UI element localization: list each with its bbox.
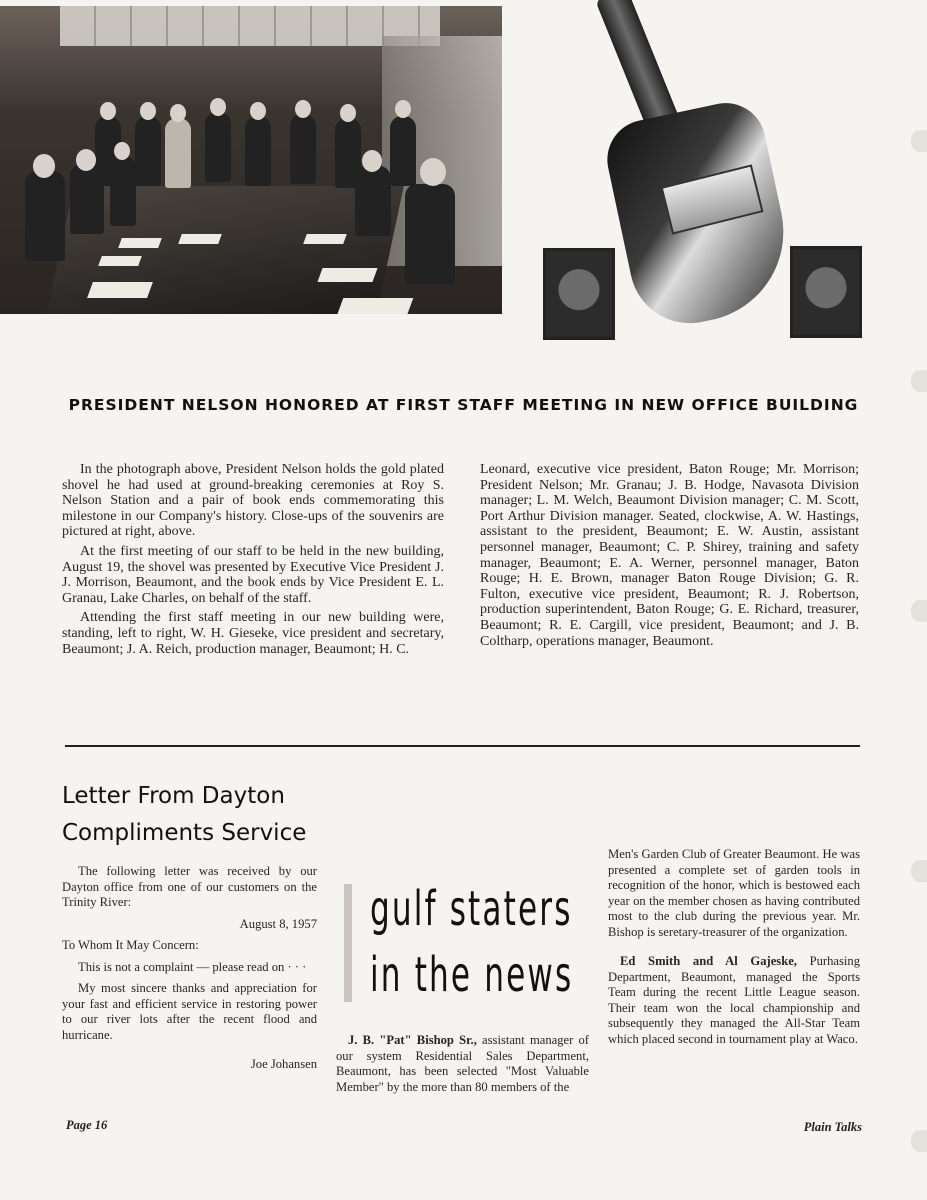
article-column-right (480, 462, 859, 653)
news-bar (344, 884, 352, 1002)
staff-meeting-photo (0, 6, 502, 314)
article-column-left (62, 462, 444, 661)
article-headline: PRESIDENT NELSON HONORED AT FIRST STAFF MEETING IN NEW OFFICE BUILDING (68, 396, 859, 414)
news-logo: gulf staters in the news (370, 881, 574, 1003)
publication-name: Plain Talks (803, 1120, 862, 1134)
news-bishop: J. B. "Pat" Bishop Sr., assistant manager of our system Residential Sales Department, Beaumont, has been selected "Most Valuable Member" by the more than 80 members of the (336, 1033, 589, 1094)
article-paragraph: Attending the first staff meeting in our new building were, standing, left to right, W. H. Gieseke, vice president and secretary, Beaumont; J. A. Reich, production manager, Beaumont; H. C. (62, 610, 444, 657)
letter-body: The following letter was received by our Dayton office from one of our customers on the Trinity River: August 8, 1957 To Whom It May Concern: This is not a complaint — please read on · · · My most sincere thanks and appreciation for your fast and efficient service in restoring power to our river lots after the recent flood and hurricane. Joe Johansen (62, 864, 317, 1071)
section-divider (65, 745, 860, 747)
article-paragraph: Leonard, executive vice president, Baton Rouge; Mr. Morrison; President Nelson; Mr. Granau; J. B. Hodge, Navasota Division manager; L. M. Welch, Beaumont Division manager; C. M. Scott, Port Arthur Division manager. Seated, clockwise, A. W. Hastings, assistant to the president, Beaumont; E. W. Austin, assistant personnel manager, Beaumont; C. P. Shirey, training and safety manager, Beaumont; E. A. Werner, personnel manager, Baton Rouge; H. E. Brown, manager Baton Rouge Division; G. R. Fulton, executive vice president, Beaumont; R. J. Robertson, production superintendent, Baton Rouge; G. E. Richard, treasurer, Beaumont; R. E. Cargill, vice president, Beaumont; and J. B. Coltharp, operations manager, Beaumont. (480, 462, 859, 649)
news-column-right: Men's Garden Club of Greater Beaumont. He was presented a complete set of garden tools in recognition of the honor, which is bestowed each year on the member chosen as having contributed most to the club during the previous year. Mr. Bishop is seretary-treasurer of the organization. Ed Smith and Al Gajeske, Purhasing Department, Beaumont, managed the Sports Team during the recent Little League season. Their team won the local championship and subsequently they managed the All-Star Team which placed second in tournament play at Waco. (608, 847, 860, 1046)
article-paragraph: At the first meeting of our staff to be held in the new building, August 19, the shovel was presented by Executive Vice President J. J. Morrison, Beaumont, and the book ends by Vice President E. L. Granau, Lake Charles, on behalf of the staff. (62, 543, 444, 606)
shovel-and-bookends-photo (520, 0, 880, 345)
letter-title: Letter From Dayton Compliments Service (62, 783, 307, 846)
article-paragraph: In the photograph above, President Nelson holds the gold plated shovel he had used at ground-breaking ceremonies at Roy S. Nelson Station and a pair of book ends commemorating this milestone in our Company's history. Close-ups of the souvenirs are pictured at right, above. (62, 462, 444, 540)
page-number: Page 16 (66, 1118, 108, 1132)
